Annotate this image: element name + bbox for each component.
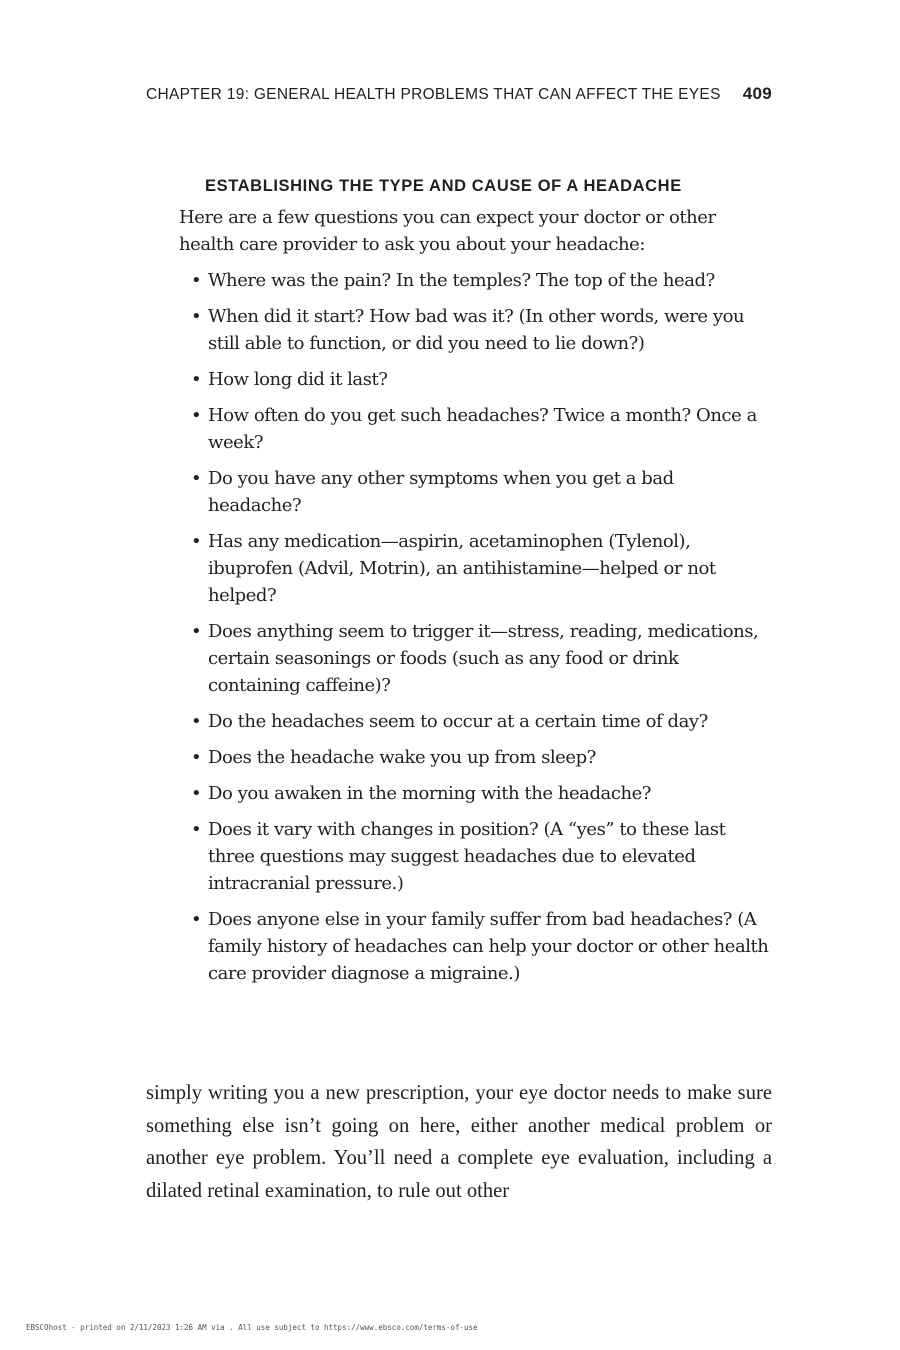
headache-questions-sidebar — [179, 177, 769, 996]
running-head — [146, 84, 772, 106]
footer-notice: EBSCOhost - printed on 2/11/2023 1:26 AM via . All use subject to https://www.ebsco.com/terms-of-use — [26, 1323, 478, 1332]
bullet-icon: • — [191, 747, 202, 768]
list-item — [179, 402, 769, 456]
question-text: When did it start? How bad was it? (In other words, were you still able to function, or did you need to lie down?) — [208, 306, 745, 354]
question-text: Does it vary with changes in position? (A “yes” to these last three questions may suggest headaches due to elevated intracranial pressure.) — [208, 819, 726, 894]
sidebar-intro: Here are a few questions you can expect your doctor or other health care provider to ask you about your headache: — [179, 207, 716, 255]
list-item — [179, 744, 769, 771]
question-text: Does anything seem to trigger it—stress, reading, medications, certain seasonings or foods (such as any food or drink containing caffeine)? — [208, 621, 759, 696]
page-number: 409 — [742, 84, 772, 103]
list-item — [179, 303, 769, 357]
list-item — [179, 465, 769, 519]
bullet-icon: • — [191, 468, 202, 489]
list-item — [179, 618, 769, 699]
list-item — [179, 708, 769, 735]
bullet-icon: • — [191, 270, 202, 291]
question-text: Does the headache wake you up from sleep? — [208, 747, 596, 768]
list-item — [179, 906, 769, 987]
bullet-icon: • — [191, 711, 202, 732]
list-item — [179, 528, 769, 609]
question-text: Where was the pain? In the temples? The top of the head? — [208, 270, 715, 291]
list-item — [179, 366, 769, 393]
bullet-icon: • — [191, 819, 202, 840]
bullet-icon: • — [191, 621, 202, 642]
bullet-icon: • — [191, 405, 202, 426]
question-text: Does anyone else in your family suffer from bad headaches? (A family history of headaches can help your doctor or other health care provider diagnose a migraine.) — [208, 909, 769, 984]
question-text: Do the headaches seem to occur at a certain time of day? — [208, 711, 708, 732]
question-text: Do you awaken in the morning with the headache? — [208, 783, 651, 804]
list-item — [179, 267, 769, 294]
sidebar-title: ESTABLISHING THE TYPE AND CAUSE OF A HEADACHE — [205, 177, 682, 195]
question-text: Has any medication—aspirin, acetaminophen (Tylenol), ibuprofen (Advil, Motrin), an antihistamine—helped or not helped? — [208, 531, 716, 606]
question-text: How often do you get such headaches? Twice a month? Once a week? — [208, 405, 757, 453]
question-text: How long did it last? — [208, 369, 388, 390]
body-paragraph: simply writing you a new prescription, your eye doctor needs to make sure something else isn’t going on here, either another medical problem or another eye problem. You’ll need a complete eye evaluation, including a dilated retinal examination, to rule out other — [146, 1082, 772, 1202]
bullet-icon: • — [191, 306, 202, 327]
bullet-icon: • — [191, 531, 202, 552]
bullet-icon: • — [191, 909, 202, 930]
question-list — [179, 267, 769, 987]
list-item — [179, 816, 769, 897]
list-item — [179, 780, 769, 807]
chapter-title: CHAPTER 19: GENERAL HEALTH PROBLEMS THAT CAN AFFECT THE EYES — [146, 86, 721, 103]
bullet-icon: • — [191, 783, 202, 804]
bullet-icon: • — [191, 369, 202, 390]
question-text: Do you have any other symptoms when you get a bad headache? — [208, 468, 674, 516]
